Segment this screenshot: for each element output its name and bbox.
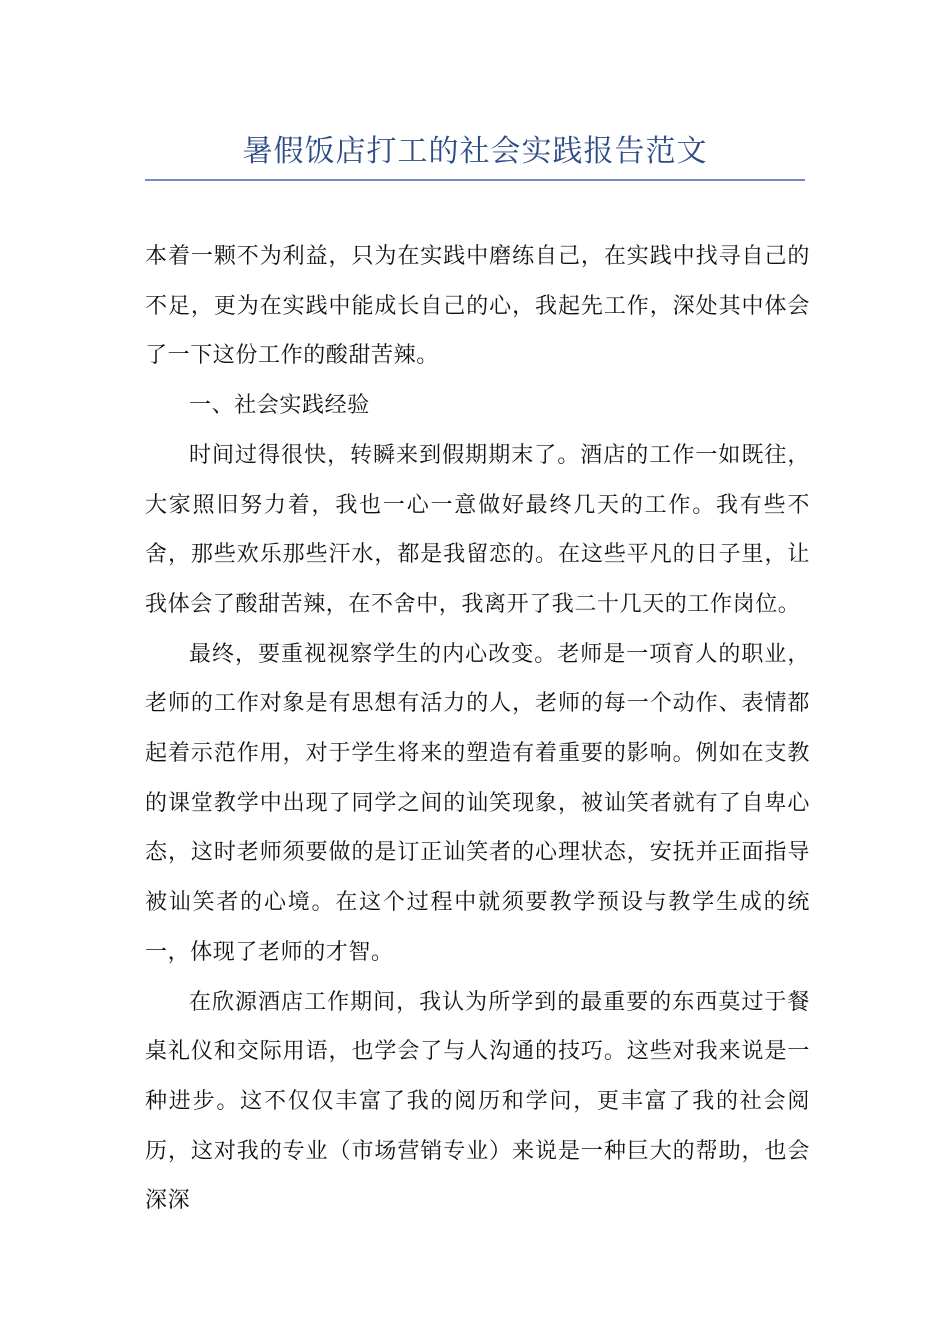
document-title: 暑假饭店打工的社会实践报告范文 — [242, 134, 708, 169]
paragraph-intro: 本着一颗不为利益，只为在实践中磨练自己，在实践中找寻自己的不足，更为在实践中能成长自己的心，我起先工作，深处其中体会了一下这份工作的酸甜苦辣。 — [145, 244, 810, 369]
paragraph-time: 时间过得很快，转瞬来到假期期末了。酒店的工作一如既往，大家照旧努力着，我也一心一意做好最终几天的工作。我有些不舍，那些欢乐那些汗水，都是我留恋的。在这些平凡的日子里，让我体会了酸甜苦辣，在不舍中，我离开了我二十几天的工作岗位。 — [145, 442, 810, 617]
title-underline — [145, 179, 805, 181]
document-body — [145, 232, 810, 1226]
paragraph-teacher: 最终，要重视视察学生的内心改变。老师是一项育人的职业，老师的工作对象是有思想有活力的人，老师的每一个动作、表情都起着示范作用，对于学生将来的塑造有着重要的影响。例如在支教的课堂教学中出现了同学之间的讪笑现象，被讪笑者就有了自卑心态，这时老师须要做的是订正讪笑者的心理状态，安抚并正面指导被讪笑者的心境。在这个过程中就须要教学预设与教学生成的统一，体现了老师的才智。 — [145, 641, 810, 965]
section-heading: 一、社会实践经验 — [189, 393, 370, 419]
paragraph-hotel: 在欣源酒店工作期间，我认为所学到的最重要的东西莫过于餐桌礼仪和交际用语，也学会了与人沟通的技巧。这些对我来说是一种进步。这不仅仅丰富了我的阅历和学问，更丰富了我的社会阅历，这对我的专业（市场营销专业）来说是一种巨大的帮助，也会深深 — [145, 989, 810, 1214]
